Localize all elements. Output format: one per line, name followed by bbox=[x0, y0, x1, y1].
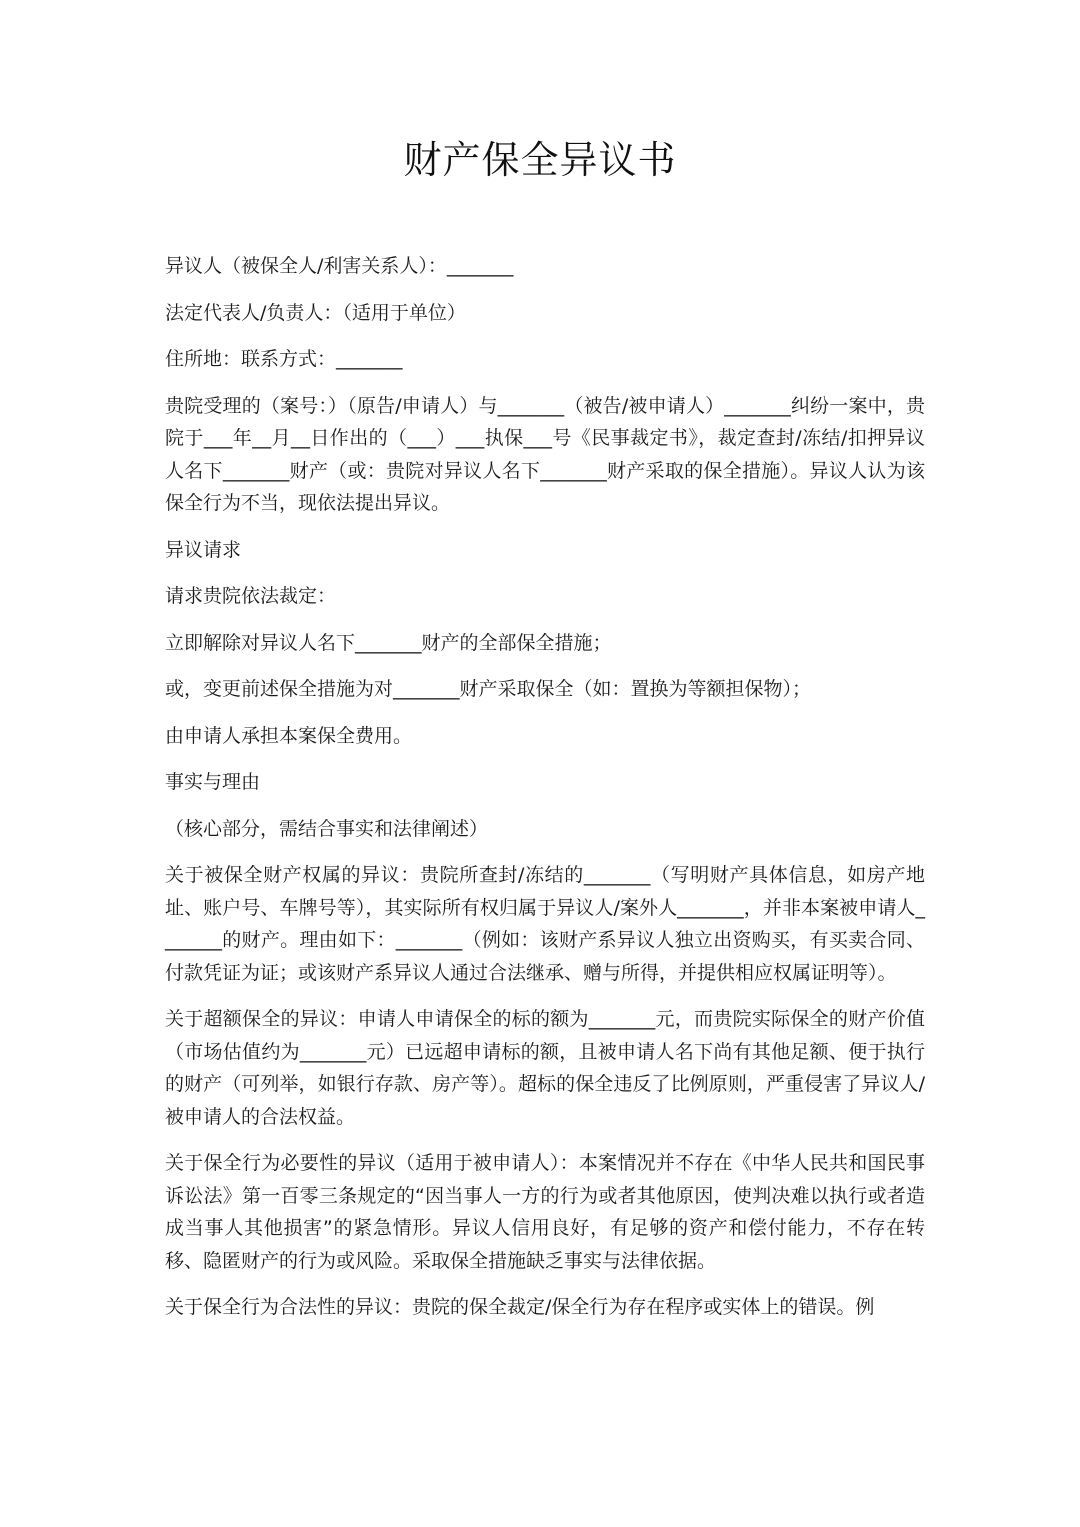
address-contact-line: 住所地：联系方式：_______ bbox=[165, 348, 403, 370]
ownership-objection-paragraph: 关于被保全财产权属的异议：贵院所查封/冻结的_______（写明财产具体信息，如房产地址、账户号、车牌号等），其实际所有权归属于异议人/案外人_______，并非本案被申请人_______的财产。理由如下：_______（例如：该财产系异议人独立出资购买，有买卖合同、付款凭证为证；或该财产系异议人通过合法继承、赠与所得，并提供相应权属证明等）。 bbox=[165, 864, 925, 984]
document-body bbox=[165, 250, 925, 1338]
request-item-2: 或，变更前述保全措施为对_______财产采取保全（如：置换为等额担保物）； bbox=[165, 678, 812, 700]
necessity-objection-paragraph: 关于保全行为必要性的异议（适用于被申请人）：本案情况并不存在《中华人民共和国民事诉讼法》第一百零三条规定的“因当事人一方的行为或者其他原因，使判决难以执行或者造成当事人其他损害”的紧急情形。异议人信用良好，有足够的资产和偿付能力，不存在转移、隐匿财产的行为或风险。采取保全措施缺乏事实与法律依据。 bbox=[165, 1152, 925, 1272]
section-heading-facts: 事实与理由 bbox=[165, 771, 261, 793]
document-title: 财产保全异议书 bbox=[403, 138, 677, 182]
excess-preservation-paragraph: 关于超额保全的异议：申请人申请保全的标的额为_______元，而贵院实际保全的财产价值（市场估值约为_______元）已远超申请标的额，且被申请人名下尚有其他足额、便于执行的财产（可列举，如银行存款、房产等）。超标的保全违反了比例原则，严重侵害了异议人/被申请人的合法权益。 bbox=[165, 1008, 925, 1128]
section-heading-requests: 异议请求 bbox=[165, 538, 242, 561]
facts-note: （核心部分，需结合事实和法律阐述） bbox=[165, 817, 489, 840]
case-intro-paragraph: 贵院受理的（案号：）（原告/申请人）与_______（被告/被申请人）_______纠纷一案中，贵院于___年__月__日作出的（___）___执保___号《民事裁定书》，裁定查封/冻结/扣押异议人名下_______财产（或：贵院对异议人名下_______财产采取的保全措施）。异议人认为该保全行为不当，现依法提出异议。 bbox=[165, 394, 925, 514]
objector-line: 异议人（被保全人/利害关系人）：_______ bbox=[165, 255, 514, 277]
request-lead-in: 请求贵院依法裁定： bbox=[165, 585, 337, 607]
request-item-3: 由申请人承担本案保全费用。 bbox=[165, 724, 413, 747]
request-item-1: 立即解除对异议人名下_______财产的全部保全措施； bbox=[165, 631, 612, 654]
legal-representative-line: 法定代表人/负责人：（适用于单位） bbox=[165, 301, 466, 324]
legality-objection-paragraph: 关于保全行为合法性的异议：贵院的保全裁定/保全行为存在程序或实体上的错误。例 bbox=[165, 1296, 875, 1318]
